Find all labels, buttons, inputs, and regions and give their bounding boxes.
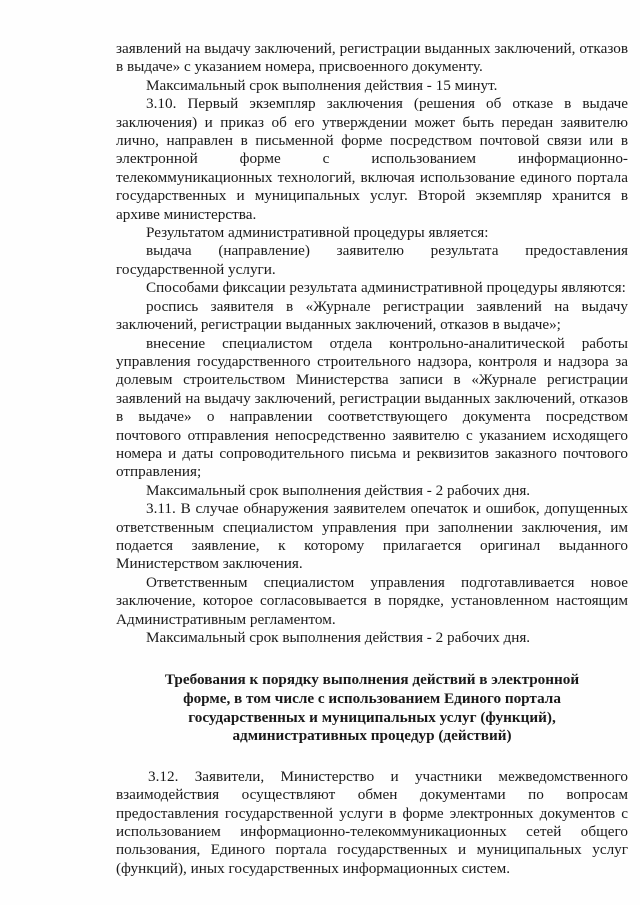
section-heading-line: государственных и муниципальных услуг (функций), [188,708,556,726]
section-heading-line: форме, в том числе с использованием Единого портала [183,690,561,707]
paragraph-journal-continuation: заявлений на выдачу заключений, регистрации выданных заключений, отказов в выдаче» с указанием номера, присвоенного документу. [116,40,628,76]
section-heading-line: Требования к порядку выполнения действий в электронной [164,671,580,689]
paragraph-new-conclusion: Ответственным специалистом управления подготавливается новое заключение, которое согласовывается в порядке, установленном настоящим Административным регламентом. [116,573,628,628]
paragraph-max-time-2-days: Максимальный срок выполнения действия - 2 рабочих дня. [146,481,531,499]
section-heading [116,671,628,745]
paragraph-3-12: 3.12. Заявители, Министерство и участники межведомственного взаимодействия осуществляют обмен документами по вопросам предоставления государственной услуги в форме электронных документов с использованием информационно-телекоммуникационных сетей общего пользования, Единого портала государственных и муниципальных услуг (функций), иных государственных информационных систем. [116,767,628,877]
paragraph-applicant-signature: роспись заявителя в «Журнале регистрации заявлений на выдачу заключений, регистрации выданных заключений, отказов в выдаче»; [116,297,628,334]
paragraph-result-intro: Результатом административной процедуры является: [146,224,489,242]
paragraph-3-11: 3.11. В случае обнаружения заявителем опечаток и ошибок, допущенных ответственным специалистом управления при заполнении заключения, им подается заявление, к которому прилагается оригинал выданного Министерством заключения. [116,500,628,573]
document-body [116,40,628,878]
section-heading-line: административных процедур (действий) [232,727,512,745]
paragraph-journal-entry: внесение специалистом отдела контрольно-аналитической работы управления государственного строительного надзора, контроля и надзора за долевым строительством Министерства записи в «Журнале регистрации заявлений на выдачу заключений, регистрации выданных заключений, отказов в выдаче» о направлении соответствующего документа посредством почтового отправления непосредственно заявителю с указанием исходящего номера и даты сопроводительного письма и реквизитов заказного почтового отправления; [116,334,628,481]
paragraph-max-time-15-min: Максимальный срок выполнения действия - 15 минут. [146,76,498,94]
paragraph-result-delivery: выдача (направление) заявителю результата предоставления государственной услуги. [116,242,628,278]
paragraph-fixation-methods: Способами фиксации результата административной процедуры являются: [146,279,626,297]
paragraph-3-10: 3.10. Первый экземпляр заключения (решения об отказе в выдаче заключения) и приказ об его утверждении может быть передан заявителю лично, направлен в письменной форме посредством почтовой связи или в электронной форме с использованием информационно-телекоммуникационных технологий, включая использование единого портала государственных и муниципальных услуг. Второй экземпляр хранится в архиве министерства. [116,95,628,223]
paragraph-max-time-2-days-second: Максимальный срок выполнения действия - 2 рабочих дня. [146,629,531,646]
